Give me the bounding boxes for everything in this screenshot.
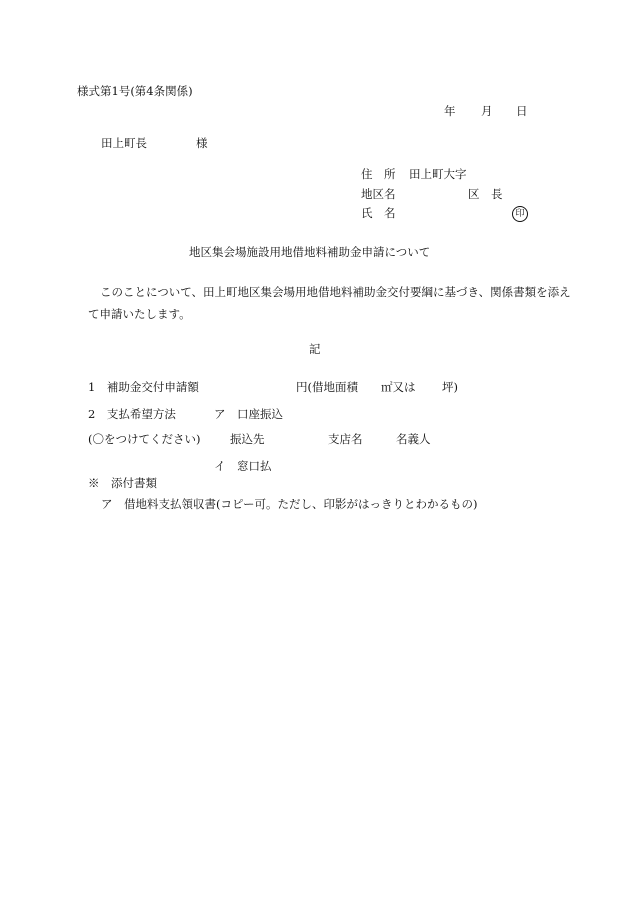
document-title: 地区集会場施設用地借地料補助金申請について xyxy=(189,245,431,259)
attachment-item-a: ア 借地料支払領収書(コピー可。ただし、印影がはっきりとわかるもの) xyxy=(101,497,478,511)
name-label: 氏 名 xyxy=(361,206,396,220)
addressee-honorific: 様 xyxy=(196,136,208,150)
attachments-heading: ※ 添付書類 xyxy=(88,476,157,490)
holder-label: 名義人 xyxy=(396,432,431,446)
item1-unit: ㎡又は xyxy=(381,380,416,394)
date-month: 月 xyxy=(481,104,493,118)
item1-label: 1 補助金交付申請額 xyxy=(88,380,199,394)
date-year: 年 xyxy=(444,104,456,118)
seal-circle: 印 xyxy=(512,206,528,222)
seal-mark xyxy=(512,206,528,222)
district-head-label: 区 長 xyxy=(468,187,503,201)
item2-option-a: ア 口座振込 xyxy=(214,407,283,421)
branch-label: 支店名 xyxy=(328,432,363,446)
address-label: 住 所 xyxy=(361,167,396,181)
item1-tsubo: 坪) xyxy=(442,380,458,394)
bank-label: 振込先 xyxy=(230,432,265,446)
body-paragraph: このことについて、田上町地区集会場用地借地料補助金交付要綱に基づき、関係書類を添えて申請いたします。 xyxy=(88,285,571,321)
item2-note: (〇をつけてください) xyxy=(88,432,201,446)
addressee-name: 田上町長 xyxy=(101,136,147,150)
item2-label: 2 支払希望方法 xyxy=(88,407,176,421)
item1-yen: 円(借地面積 xyxy=(296,380,358,394)
item2-option-i: イ 窓口払 xyxy=(214,459,272,473)
district-label: 地区名 xyxy=(361,187,396,201)
date-day: 日 xyxy=(516,104,528,118)
ki-label: 記 xyxy=(309,342,321,356)
address-value: 田上町大字 xyxy=(409,167,467,181)
form-label: 様式第1号(第4条関係) xyxy=(77,84,193,98)
